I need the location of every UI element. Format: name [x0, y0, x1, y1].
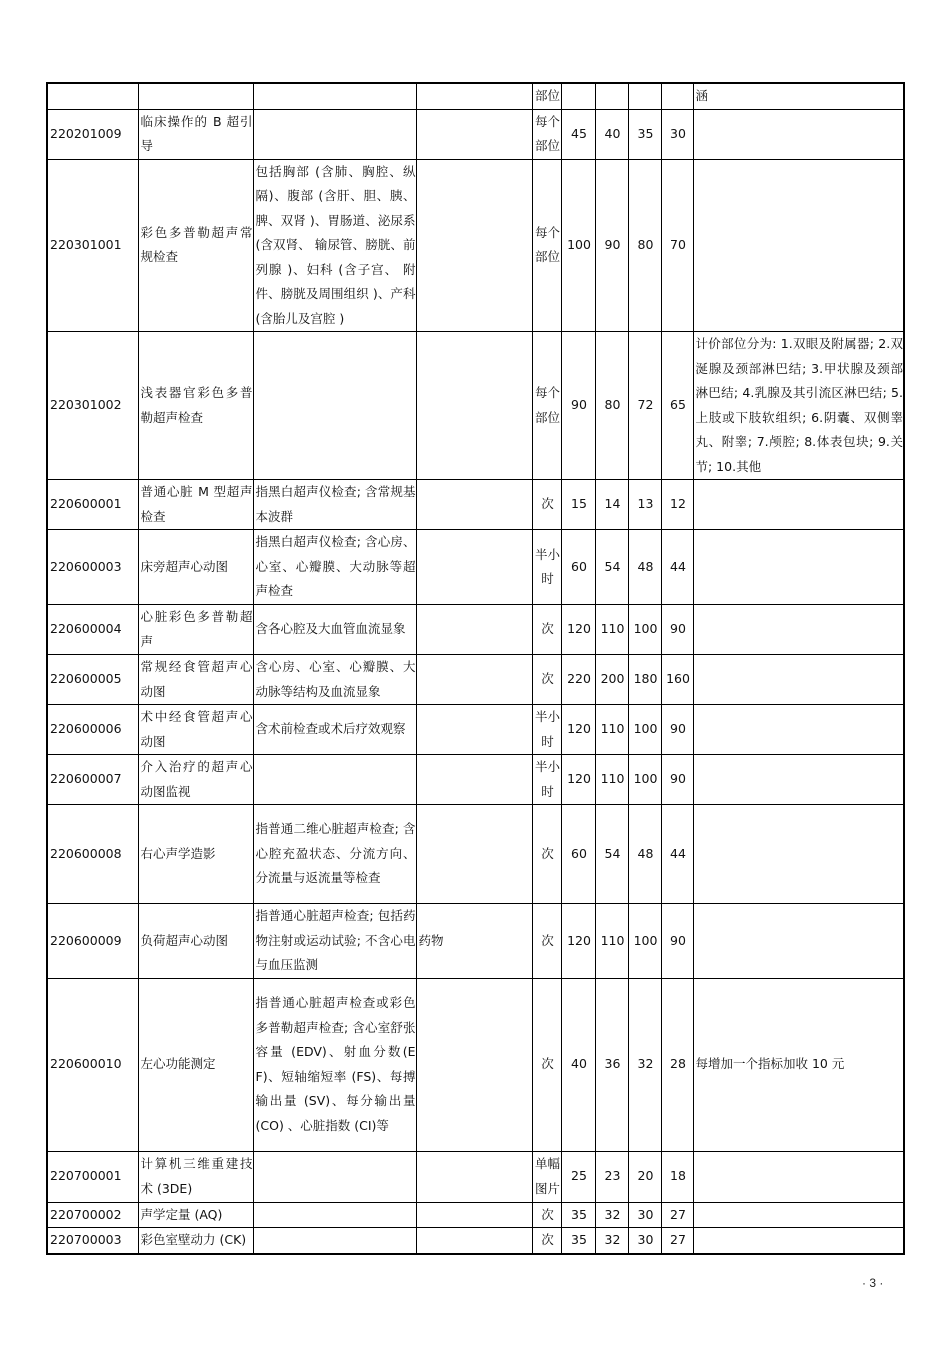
- item-exclusion: [416, 978, 532, 1151]
- item-note: 涵: [693, 83, 904, 109]
- table-row: [47, 978, 904, 1151]
- item-unit: 次: [532, 1228, 561, 1254]
- price-1: 120: [561, 904, 595, 979]
- item-content: [253, 1228, 416, 1254]
- item-name: 彩色多普勒超声常规检查: [138, 159, 253, 332]
- item-note: [693, 904, 904, 979]
- item-content: 包括胸部 (含肺、胸腔、纵隔)、腹部 (含肝、胆、胰、脾、双肾 )、胃肠道、泌尿系(含双肾、 输尿管、膀胱、前列腺 )、妇科 (含子宫、 附件、膀胱及周围组织 )、产科(含胎儿及宫腔 ): [253, 159, 416, 332]
- item-note: 计价部位分为: 1.双眼及附属器; 2.双涎腺及颈部淋巴结; 3.甲状腺及颈部淋巴结; 4.乳腺及其引流区淋巴结; 5.上肢或下肢软组织; 6.阴囊、双侧睾丸、附睾; 7.颅腔; 8.体表包块; 9.关节; 10.其他: [693, 332, 904, 480]
- item-note: 每增加一个指标加收 10 元: [693, 978, 904, 1151]
- item-exclusion: [416, 1228, 532, 1254]
- item-unit: 半小时: [532, 530, 561, 605]
- item-note: [693, 755, 904, 805]
- item-unit: 半小时: [532, 755, 561, 805]
- item-unit: 次: [532, 1202, 561, 1228]
- item-note: [693, 1151, 904, 1202]
- price-1: 120: [561, 755, 595, 805]
- price-3: 180: [628, 655, 661, 705]
- item-exclusion: [416, 1202, 532, 1228]
- table-row: [47, 530, 904, 605]
- price-3: 13: [628, 480, 661, 530]
- table-row: [47, 904, 904, 979]
- item-unit: 次: [532, 605, 561, 655]
- price-1: 40: [561, 978, 595, 1151]
- price-4: 90: [661, 755, 693, 805]
- item-note: [693, 159, 904, 332]
- price-4: 90: [661, 705, 693, 755]
- price-2: 110: [595, 705, 628, 755]
- price-4: 70: [661, 159, 693, 332]
- item-unit: 每个部位: [532, 109, 561, 159]
- item-content: [253, 109, 416, 159]
- price-2: 32: [595, 1228, 628, 1254]
- item-content: 含心房、心室、心瓣膜、大动脉等结构及血流显象: [253, 655, 416, 705]
- price-1: 25: [561, 1151, 595, 1202]
- item-note: [693, 805, 904, 904]
- price-2: 110: [595, 904, 628, 979]
- item-name: 介入治疗的超声心动图监视: [138, 755, 253, 805]
- table-row: [47, 1228, 904, 1254]
- item-code: 220600001: [47, 480, 138, 530]
- price-3: [628, 83, 661, 109]
- item-note: [693, 109, 904, 159]
- price-1: 15: [561, 480, 595, 530]
- table-row: [47, 705, 904, 755]
- table-row: [47, 480, 904, 530]
- table-row: [47, 605, 904, 655]
- item-code: 220600008: [47, 805, 138, 904]
- price-4: 28: [661, 978, 693, 1151]
- item-unit: 次: [532, 480, 561, 530]
- price-1: 60: [561, 805, 595, 904]
- item-name: 右心声学造影: [138, 805, 253, 904]
- item-name: 声学定量 (AQ): [138, 1202, 253, 1228]
- item-name: 计算机三维重建技术 (3DE): [138, 1151, 253, 1202]
- price-1: 120: [561, 705, 595, 755]
- price-1: [561, 83, 595, 109]
- price-4: 160: [661, 655, 693, 705]
- item-exclusion: [416, 109, 532, 159]
- price-3: 100: [628, 605, 661, 655]
- item-content: [253, 1202, 416, 1228]
- price-2: 32: [595, 1202, 628, 1228]
- table-row: [47, 109, 904, 159]
- item-name: 床旁超声心动图: [138, 530, 253, 605]
- price-3: 72: [628, 332, 661, 480]
- item-note: [693, 1202, 904, 1228]
- table-body: [47, 83, 904, 1254]
- price-1: 35: [561, 1228, 595, 1254]
- item-exclusion: [416, 530, 532, 605]
- item-unit: 单幅图片: [532, 1151, 561, 1202]
- item-unit: 每个部位: [532, 332, 561, 480]
- price-4: 90: [661, 605, 693, 655]
- item-name: 彩色室壁动力 (CK): [138, 1228, 253, 1254]
- table-row: [47, 159, 904, 332]
- item-name: 常规经食管超声心动图: [138, 655, 253, 705]
- item-code: 220600006: [47, 705, 138, 755]
- item-code: 220600009: [47, 904, 138, 979]
- price-2: 54: [595, 530, 628, 605]
- price-3: 35: [628, 109, 661, 159]
- item-exclusion: [416, 705, 532, 755]
- price-3: 30: [628, 1202, 661, 1228]
- price-2: 110: [595, 605, 628, 655]
- item-name: 临床操作的 B 超引导: [138, 109, 253, 159]
- price-table: [46, 82, 905, 1255]
- price-4: [661, 83, 693, 109]
- item-name: 术中经食管超声心动图: [138, 705, 253, 755]
- price-2: 23: [595, 1151, 628, 1202]
- item-content: [253, 1151, 416, 1202]
- item-exclusion: [416, 159, 532, 332]
- price-4: 27: [661, 1228, 693, 1254]
- price-2: 110: [595, 755, 628, 805]
- item-code: 220600007: [47, 755, 138, 805]
- item-code: 220700002: [47, 1202, 138, 1228]
- price-3: 32: [628, 978, 661, 1151]
- item-code: 220600003: [47, 530, 138, 605]
- item-unit: 次: [532, 805, 561, 904]
- item-content: 指黑白超声仪检查; 含心房、心室、心瓣膜、大动脉等超声检查: [253, 530, 416, 605]
- price-4: 90: [661, 904, 693, 979]
- price-4: 18: [661, 1151, 693, 1202]
- price-3: 100: [628, 904, 661, 979]
- item-exclusion: [416, 480, 532, 530]
- item-code: 220600005: [47, 655, 138, 705]
- item-content: [253, 83, 416, 109]
- item-code: 220301001: [47, 159, 138, 332]
- item-name: 左心功能测定: [138, 978, 253, 1151]
- price-1: 45: [561, 109, 595, 159]
- price-2: [595, 83, 628, 109]
- price-1: 35: [561, 1202, 595, 1228]
- item-exclusion: [416, 332, 532, 480]
- price-3: 20: [628, 1151, 661, 1202]
- item-unit: 次: [532, 655, 561, 705]
- item-code: 220600004: [47, 605, 138, 655]
- item-content: 含各心腔及大血管血流显象: [253, 605, 416, 655]
- table-row: [47, 332, 904, 480]
- price-1: 120: [561, 605, 595, 655]
- table-row: [47, 755, 904, 805]
- price-3: 48: [628, 805, 661, 904]
- item-note: [693, 1228, 904, 1254]
- price-2: 80: [595, 332, 628, 480]
- price-1: 100: [561, 159, 595, 332]
- item-name: 浅表器官彩色多普勒超声检查: [138, 332, 253, 480]
- item-note: [693, 705, 904, 755]
- item-exclusion: [416, 805, 532, 904]
- item-unit: 每个部位: [532, 159, 561, 332]
- item-exclusion: 药物: [416, 904, 532, 979]
- price-2: 14: [595, 480, 628, 530]
- price-3: 48: [628, 530, 661, 605]
- item-code: 220201009: [47, 109, 138, 159]
- item-content: 指普通心脏超声检查; 包括药物注射或运动试验; 不含心电与血压监测: [253, 904, 416, 979]
- item-content: 指普通二维心脏超声检查; 含心腔充盈状态、分流方向、分流量与返流量等检查: [253, 805, 416, 904]
- price-3: 100: [628, 705, 661, 755]
- page-number: · 3 ·: [862, 1276, 884, 1290]
- item-note: [693, 530, 904, 605]
- item-exclusion: [416, 83, 532, 109]
- item-exclusion: [416, 755, 532, 805]
- item-name: [138, 83, 253, 109]
- item-note: [693, 655, 904, 705]
- item-name: 普通心脏 M 型超声检查: [138, 480, 253, 530]
- item-unit: 次: [532, 978, 561, 1151]
- table-row: [47, 655, 904, 705]
- price-4: 12: [661, 480, 693, 530]
- item-code: [47, 83, 138, 109]
- item-unit: 部位: [532, 83, 561, 109]
- table-row: [47, 1202, 904, 1228]
- price-1: 220: [561, 655, 595, 705]
- item-note: [693, 480, 904, 530]
- price-3: 80: [628, 159, 661, 332]
- item-exclusion: [416, 655, 532, 705]
- item-unit: 次: [532, 904, 561, 979]
- item-content: [253, 332, 416, 480]
- price-3: 30: [628, 1228, 661, 1254]
- item-content: [253, 755, 416, 805]
- price-4: 30: [661, 109, 693, 159]
- item-content: 指普通心脏超声检查或彩色多普勒超声检查; 含心室舒张容量 (EDV)、射血分数(EF)、短轴缩短率 (FS)、每搏输出量 (SV)、每分输出量 (CO) 、心脏指数 (CI)等: [253, 978, 416, 1151]
- item-exclusion: [416, 1151, 532, 1202]
- price-4: 65: [661, 332, 693, 480]
- item-name: 心脏彩色多普勒超声: [138, 605, 253, 655]
- price-2: 200: [595, 655, 628, 705]
- price-2: 40: [595, 109, 628, 159]
- price-4: 27: [661, 1202, 693, 1228]
- price-3: 100: [628, 755, 661, 805]
- price-2: 90: [595, 159, 628, 332]
- item-code: 220301002: [47, 332, 138, 480]
- price-4: 44: [661, 530, 693, 605]
- price-1: 60: [561, 530, 595, 605]
- item-unit: 半小时: [532, 705, 561, 755]
- item-content: 含术前检查或术后疗效观察: [253, 705, 416, 755]
- price-1: 90: [561, 332, 595, 480]
- item-exclusion: [416, 605, 532, 655]
- table-row: [47, 805, 904, 904]
- price-2: 36: [595, 978, 628, 1151]
- table-row: [47, 83, 904, 109]
- item-name: 负荷超声心动图: [138, 904, 253, 979]
- item-code: 220600010: [47, 978, 138, 1151]
- table-row: [47, 1151, 904, 1202]
- item-code: 220700003: [47, 1228, 138, 1254]
- price-2: 54: [595, 805, 628, 904]
- item-content: 指黑白超声仪检查; 含常规基本波群: [253, 480, 416, 530]
- item-note: [693, 605, 904, 655]
- price-4: 44: [661, 805, 693, 904]
- item-code: 220700001: [47, 1151, 138, 1202]
